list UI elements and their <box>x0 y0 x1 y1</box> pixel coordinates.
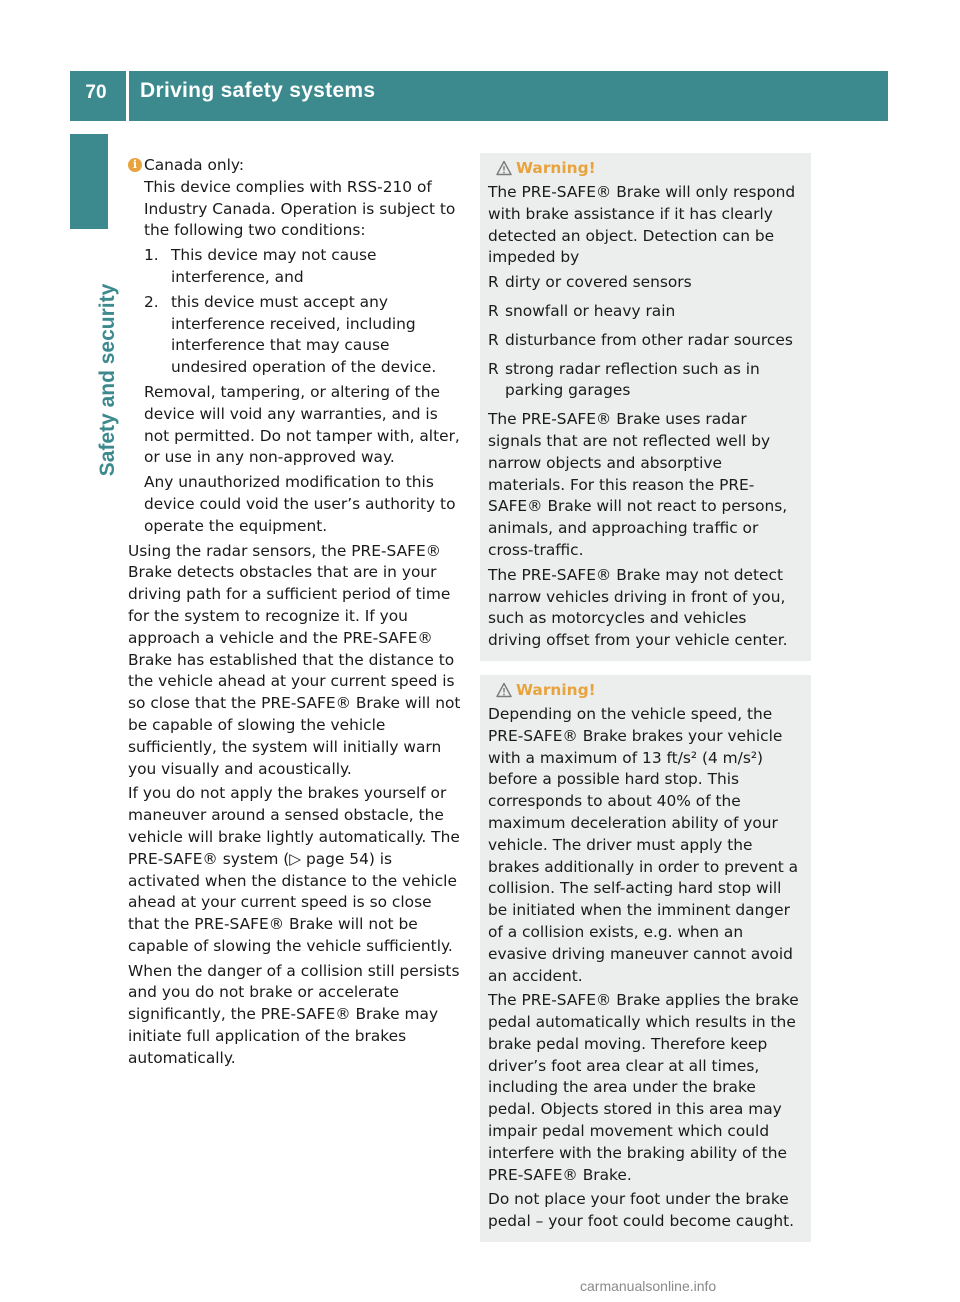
warning-triangle-icon <box>496 682 512 698</box>
warning-title: Warning! <box>516 680 596 699</box>
warning-triangle-icon <box>496 160 512 176</box>
side-tab-marker <box>70 134 108 229</box>
list-number: 2. <box>144 292 159 311</box>
section-title: Driving safety systems <box>140 79 376 102</box>
list-item <box>144 245 462 289</box>
body-paragraph: If you do not apply the brakes yourself or maneuver around a sensed obstacle, the vehicle will brake lightly automatically. The PRE-SAFE® system (▷ page 54) is activated when the distance to the vehicle ahead at your current speed is so close that the PRE-SAFE® Brake will not be capable of slowing the vehicle sufficiently. <box>128 784 460 955</box>
warning-box <box>480 675 811 1242</box>
modification-paragraph: Any unauthorized modification to this device could void the user’s authority to operate the equipment. <box>144 473 456 535</box>
warning-paragraph: The PRE-SAFE® Brake applies the brake pedal automatically which results in the brake pedal moving. Therefore keep driver’s foot area clear at all times, including the area under the brake pedal. Objects stored in this area may impair pedal movement which could interfere with the braking ability of the PRE-SAFE® Brake. <box>488 991 799 1184</box>
bullet-marker: R <box>488 359 499 378</box>
list-item <box>488 301 803 323</box>
page-number: 70 <box>85 82 107 103</box>
list-text: dirty or covered sensors <box>505 273 692 292</box>
list-text: This device may not cause interference, and <box>171 246 377 286</box>
info-note-body: This device complies with RSS-210 of Industry Canada. Operation is subject to the following two conditions: <box>144 177 456 240</box>
list-text: this device must accept any interference received, including interference that may cause undesired operation of the device. <box>171 292 437 377</box>
list-number: 1. <box>144 246 159 265</box>
warning-paragraph: The PRE-SAFE® Brake may not detect narrow vehicles driving in front of you, such as motorcycles and vehicles driving offset from your vehicle center. <box>488 565 788 650</box>
list-item <box>488 359 803 403</box>
list-text: disturbance from other radar sources <box>505 330 793 349</box>
info-note-title-row <box>128 155 462 177</box>
side-tab-label: Safety and security <box>96 283 120 477</box>
bullet-marker: R <box>488 330 499 349</box>
warning-paragraph: Depending on the vehicle speed, the PRE-SAFE® Brake brakes your vehicle with a maximum of 13 ft/s² (4 m/s²) before a possible hard stop. This corresponds to about 40% of the maximum deceleration ability of your vehicle. The driver must apply the brakes additionally in order to prevent a collision. The self-acting hard stop will be initiated when the imminent danger of a collision exists, e.g. when an evasive driving maneuver cannot avoid an accident. <box>488 704 799 985</box>
body-paragraph: Using the radar sensors, the PRE-SAFE® Brake detects obstacles that are in your driving path for a sufficient period of time for the system to recognize it. If you approach a vehicle and the PRE-SAFE® Brake has established that the distance to the vehicle ahead at your current speed is so close that the PRE-SAFE® Brake will not be capable of slowing the vehicle sufficiently, the system will initially warn you visually and acoustically. <box>128 541 461 778</box>
info-note-title: Canada only: <box>144 156 245 174</box>
warning-box <box>480 153 811 661</box>
warning-heading <box>488 158 803 182</box>
warning-intro: The PRE-SAFE® Brake will only respond with brake assistance if it has clearly detected an object. Detection can be impeded by <box>488 183 796 267</box>
conditions-list <box>144 245 462 379</box>
right-column <box>480 153 811 1256</box>
left-column <box>128 155 462 1073</box>
bullet-marker: R <box>488 301 499 320</box>
removal-paragraph: Removal, tampering, or altering of the device will void any warranties, and is not permitted. Do not tamper with, alter, or use in any non-approved way. <box>144 382 460 467</box>
list-text: strong radar reflection such as in parking garages <box>505 359 760 400</box>
body-paragraph: When the danger of a collision still persists and you do not brake or accelerate significantly, the PRE-SAFE® Brake may initiate full application of the brakes automatically. <box>128 961 460 1067</box>
bullet-marker: R <box>488 273 499 292</box>
info-icon: i <box>128 158 142 172</box>
list-item <box>488 272 803 294</box>
warning-bullets <box>488 272 803 402</box>
warning-paragraph: Do not place your foot under the brake pedal – your foot could become caught. <box>488 1190 795 1231</box>
header-divider <box>126 71 129 121</box>
watermark: carmanualsonline.info <box>580 1278 717 1294</box>
warning-paragraph: The PRE-SAFE® Brake uses radar signals that are not reflected well by narrow objects and absorptive materials. For this reason the PRE-SAFE® Brake will not react to persons, animals, and approaching traffic or cross-traffic. <box>488 410 788 559</box>
warning-title: Warning! <box>516 159 596 177</box>
warning-heading <box>488 680 803 704</box>
list-text: snowfall or heavy rain <box>505 301 676 320</box>
list-item <box>488 330 803 352</box>
list-item <box>144 292 462 379</box>
